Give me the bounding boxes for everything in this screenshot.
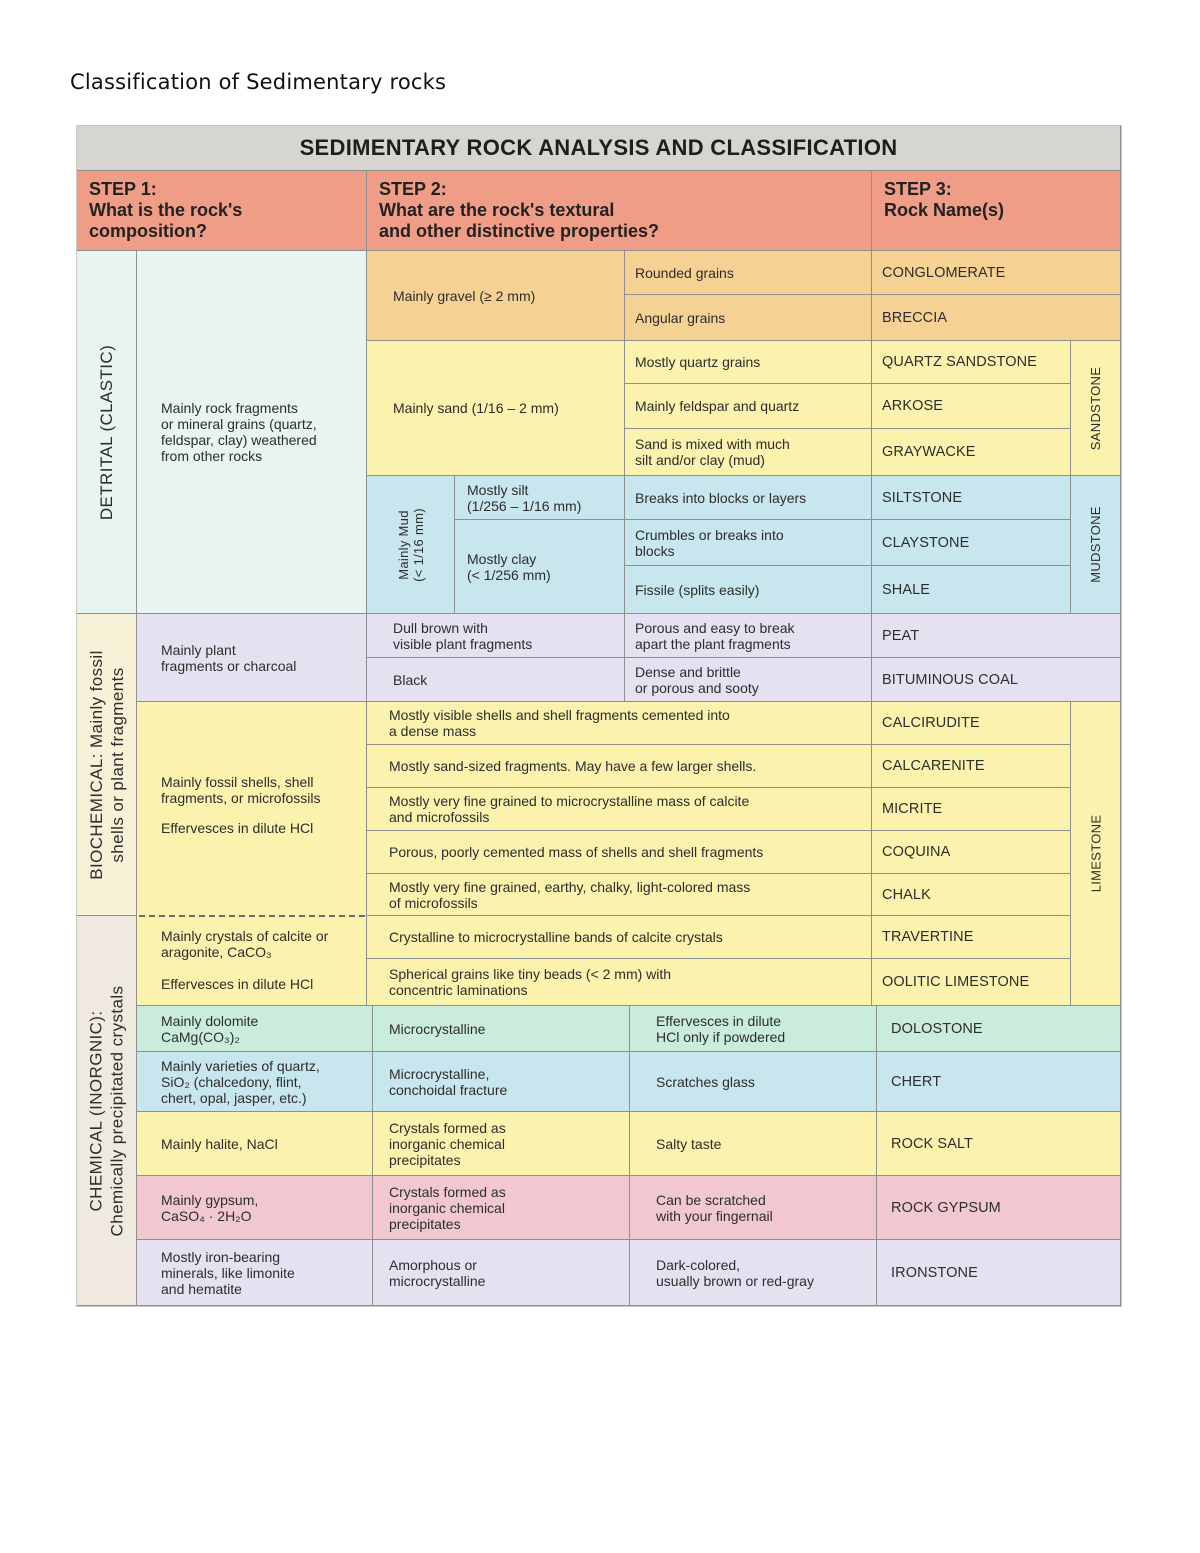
dashed-divider (139, 915, 365, 917)
limestone-group-label: LIMESTONE (1071, 702, 1121, 1006)
group-label-detrital: DETRITAL (CLASTIC) (77, 251, 137, 614)
rock-name-claystone: CLAYSTONE (872, 520, 1071, 566)
property-coquina: Porous, poorly cemented mass of shells and shell fragments (367, 831, 872, 874)
property-rock-gypsum: Can be scratched with your fingernail (630, 1176, 877, 1240)
mainly-mud-label: Mainly Mud (< 1/16 mm) (367, 476, 455, 614)
rock-name-breccia: BRECCIA (872, 295, 1121, 341)
property-arkose: Mainly feldspar and quartz (625, 384, 872, 429)
property-breccia: Angular grains (625, 295, 872, 341)
rock-name-micrite: MICRITE (872, 788, 1071, 831)
rock-name-peat: PEAT (872, 614, 1121, 658)
property-conglomerate: Rounded grains (625, 251, 872, 295)
property-rock-salt: Salty taste (630, 1112, 877, 1176)
rock-name-quartz-sandstone: QUARTZ SANDSTONE (872, 341, 1071, 384)
group-label-chemical: CHEMICAL (INORGNIC): Chemically precipitated crystals (77, 916, 137, 1306)
texture-chert: Microcrystalline, conchoidal fracture (373, 1052, 630, 1112)
rock-name-travertine: TRAVERTINE (872, 916, 1071, 959)
sandstone-group-label: SANDSTONE (1071, 341, 1121, 476)
rock-name-coal: BITUMINOUS COAL (872, 658, 1121, 702)
composition-chert: Mainly varieties of quartz, SiO₂ (chalcedony, flint, chert, opal, jasper, etc.) (137, 1052, 373, 1112)
gravel-texture: Mainly gravel (≥ 2 mm) (367, 251, 625, 341)
sand-texture: Mainly sand (1/16 – 2 mm) (367, 341, 625, 476)
composition-dolostone: Mainly dolomite CaMg(CO₃)₂ (137, 1006, 373, 1052)
rock-name-chert: CHERT (877, 1052, 1121, 1112)
mudstone-group-label: MUDSTONE (1071, 476, 1121, 614)
composition-ironstone: Mostly iron-bearing minerals, like limonite and hematite (137, 1240, 373, 1306)
rock-name-calcarenite: CALCARENITE (872, 745, 1071, 788)
property-calcarenite: Mostly sand-sized fragments. May have a few larger shells. (367, 745, 872, 788)
property-shale: Fissile (splits easily) (625, 566, 872, 614)
detrital-composition: Mainly rock fragments or mineral grains (quartz, feldspar, clay) weathered from other rocks (137, 251, 367, 614)
silt-texture: Mostly silt (1/256 – 1/16 mm) (455, 476, 625, 520)
property-peat: Porous and easy to break apart the plant fragments (625, 614, 872, 658)
property-travertine: Crystalline to microcrystalline bands of calcite crystals (367, 916, 872, 959)
rock-name-rock-salt: ROCK SALT (877, 1112, 1121, 1176)
texture-rock-gypsum: Crystals formed as inorganic chemical precipitates (373, 1176, 630, 1240)
rock-name-shale: SHALE (872, 566, 1071, 614)
property-quartz-sandstone: Mostly quartz grains (625, 341, 872, 384)
rock-name-dolostone: DOLOSTONE (877, 1006, 1121, 1052)
rock-name-arkose: ARKOSE (872, 384, 1071, 429)
property-dolostone: Effervesces in dilute HCl only if powdered (630, 1006, 877, 1052)
texture-coal: Black (367, 658, 625, 702)
property-oolitic-limestone: Spherical grains like tiny beads (< 2 mm) with concentric laminations (367, 959, 872, 1006)
step3-header: STEP 3: Rock Name(s) (872, 171, 1121, 251)
rock-name-oolitic-limestone: OOLITIC LIMESTONE (872, 959, 1071, 1006)
plant-composition: Mainly plant fragments or charcoal (137, 614, 367, 702)
calcite-composition: Mainly crystals of calcite or aragonite, CaCO₃ Effervesces in dilute HCl (137, 916, 367, 1006)
composition-rock-salt: Mainly halite, NaCl (137, 1112, 373, 1176)
property-siltstone: Breaks into blocks or layers (625, 476, 872, 520)
property-graywacke: Sand is mixed with much silt and/or clay (mud) (625, 429, 872, 476)
rock-name-conglomerate: CONGLOMERATE (872, 251, 1121, 295)
step1-header: STEP 1: What is the rock's composition? (77, 171, 367, 251)
property-chalk: Mostly very fine grained, earthy, chalky, light-colored mass of microfossils (367, 874, 872, 916)
group-label-biochemical: BIOCHEMICAL: Mainly fossil shells or plant fragments (77, 614, 137, 916)
rock-name-graywacke: GRAYWACKE (872, 429, 1071, 476)
clay-texture: Mostly clay (< 1/256 mm) (455, 520, 625, 614)
texture-ironstone: Amorphous or microcrystalline (373, 1240, 630, 1306)
texture-rock-salt: Crystals formed as inorganic chemical precipitates (373, 1112, 630, 1176)
property-chert: Scratches glass (630, 1052, 877, 1112)
table-banner: SEDIMENTARY ROCK ANALYSIS AND CLASSIFICATION (77, 126, 1121, 171)
property-calcirudite: Mostly visible shells and shell fragments cemented into a dense mass (367, 702, 872, 745)
property-ironstone: Dark-colored, usually brown or red-gray (630, 1240, 877, 1306)
classification-table (77, 126, 1121, 1306)
rock-name-rock-gypsum: ROCK GYPSUM (877, 1176, 1121, 1240)
property-micrite: Mostly very fine grained to microcrystalline mass of calcite and microfossils (367, 788, 872, 831)
texture-dolostone: Microcrystalline (373, 1006, 630, 1052)
composition-rock-gypsum: Mainly gypsum, CaSO₄ · 2H₂O (137, 1176, 373, 1240)
step2-header: STEP 2: What are the rock's textural and other distinctive properties? (367, 171, 872, 251)
property-coal: Dense and brittle or porous and sooty (625, 658, 872, 702)
document-title: Classification of Sedimentary rocks (70, 70, 447, 94)
rock-name-ironstone: IRONSTONE (877, 1240, 1121, 1306)
rock-name-calcirudite: CALCIRUDITE (872, 702, 1071, 745)
rock-name-siltstone: SILTSTONE (872, 476, 1071, 520)
rock-name-chalk: CHALK (872, 874, 1071, 916)
rock-name-coquina: COQUINA (872, 831, 1071, 874)
texture-peat: Dull brown with visible plant fragments (367, 614, 625, 658)
fossil-composition: Mainly fossil shells, shell fragments, or microfossils Effervesces in dilute HCl (137, 702, 367, 916)
property-claystone: Crumbles or breaks into blocks (625, 520, 872, 566)
